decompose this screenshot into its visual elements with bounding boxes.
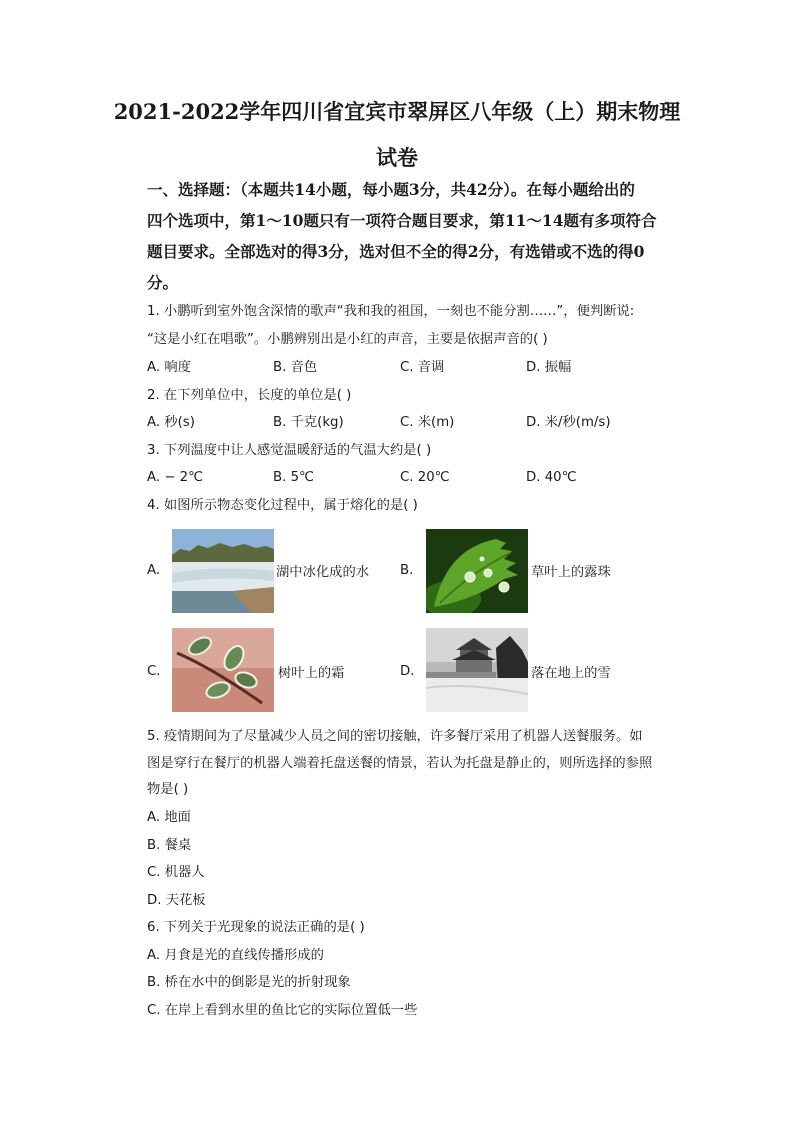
option-b: B. 千克(kg)	[273, 415, 344, 430]
option-b-letter: B.	[400, 563, 414, 578]
option-c: C. 20℃	[400, 470, 450, 485]
section-line: 一、选择题：（本题共14小题，每小题3分，共42分）。在每小题给出的	[147, 180, 635, 199]
option-d: D. 天花板	[147, 893, 206, 908]
section-line: 分。	[147, 273, 179, 292]
option-d: D. 40℃	[526, 470, 577, 485]
option-b: B. 5℃	[273, 470, 314, 485]
question-stem: 2. 在下列单位中，长度的单位是( )	[147, 388, 352, 403]
snow-temple-photo	[426, 628, 528, 712]
question-stem: 图是穿行在餐厅的机器人端着托盘送餐的情景，若认为托盘是静止的，则所选择的参照	[147, 756, 653, 771]
option-b: B. 音色	[273, 360, 318, 375]
dew-leaf-photo	[426, 529, 528, 613]
option-c: C. 在岸上看到水里的鱼比它的实际位置低一些	[147, 1003, 418, 1018]
option-b: B. 桥在水中的倒影是光的折射现象	[147, 975, 351, 990]
question-stem: 3. 下列温度中让人感觉温暖舒适的气温大约是( )	[147, 443, 432, 458]
option-a: A. 响度	[147, 360, 191, 375]
option-a-letter: A.	[147, 563, 161, 578]
option-a-caption: 湖中冰化成的水	[276, 565, 370, 580]
option-a: A. 月食是光的直线传播形成的	[147, 948, 324, 963]
exam-title-line2: 试卷	[376, 145, 418, 170]
section-line: 四个选项中，第1～10题只有一项符合题目要求，第11～14题有多项符合	[147, 211, 657, 230]
question-stem: 5. 疫情期间为了尽量减少人员之间的密切接触，许多餐厅采用了机器人送餐服务。如	[147, 729, 643, 744]
exam-title-line1: 2021-2022学年四川省宜宾市翠屏区八年级（上）期末物理	[113, 99, 681, 124]
lake-ice-photo	[172, 529, 274, 613]
option-d: D. 米/秒(m/s)	[526, 415, 611, 430]
option-c: C. 音调	[400, 360, 445, 375]
option-a: A. 秒(s)	[147, 415, 195, 430]
option-a: A. 地面	[147, 810, 191, 825]
option-b: B. 餐桌	[147, 838, 192, 853]
question-stem: 1. 小鹏听到室外饱含深情的歌声“我和我的祖国，一刻也不能分割……”，便判断说:	[147, 304, 635, 319]
option-d-letter: D.	[400, 664, 415, 679]
option-b-caption: 草叶上的露珠	[531, 565, 611, 580]
question-stem: “这是小红在唱歌”。小鹏辨别出是小红的声音，主要是依据声音的( )	[147, 332, 548, 347]
option-c: C. 米(m)	[400, 415, 455, 430]
question-stem: 6. 下列关于光现象的说法正确的是( )	[147, 920, 365, 935]
question-stem: 物是( )	[147, 782, 189, 797]
option-c: C. 机器人	[147, 865, 205, 880]
section-line: 题目要求。全部选对的得3分，选对但不全的得2分，有选错或不选的得0	[147, 242, 645, 261]
option-c-letter: C.	[147, 664, 161, 679]
option-d-caption: 落在地上的雪	[531, 666, 611, 681]
option-d: D. 振幅	[526, 360, 572, 375]
option-a: A. − 2℃	[147, 470, 204, 485]
frost-leaf-photo	[172, 628, 274, 712]
option-c-caption: 树叶上的霜	[278, 666, 345, 681]
question-stem: 4. 如图所示物态变化过程中，属于熔化的是( )	[147, 498, 418, 513]
